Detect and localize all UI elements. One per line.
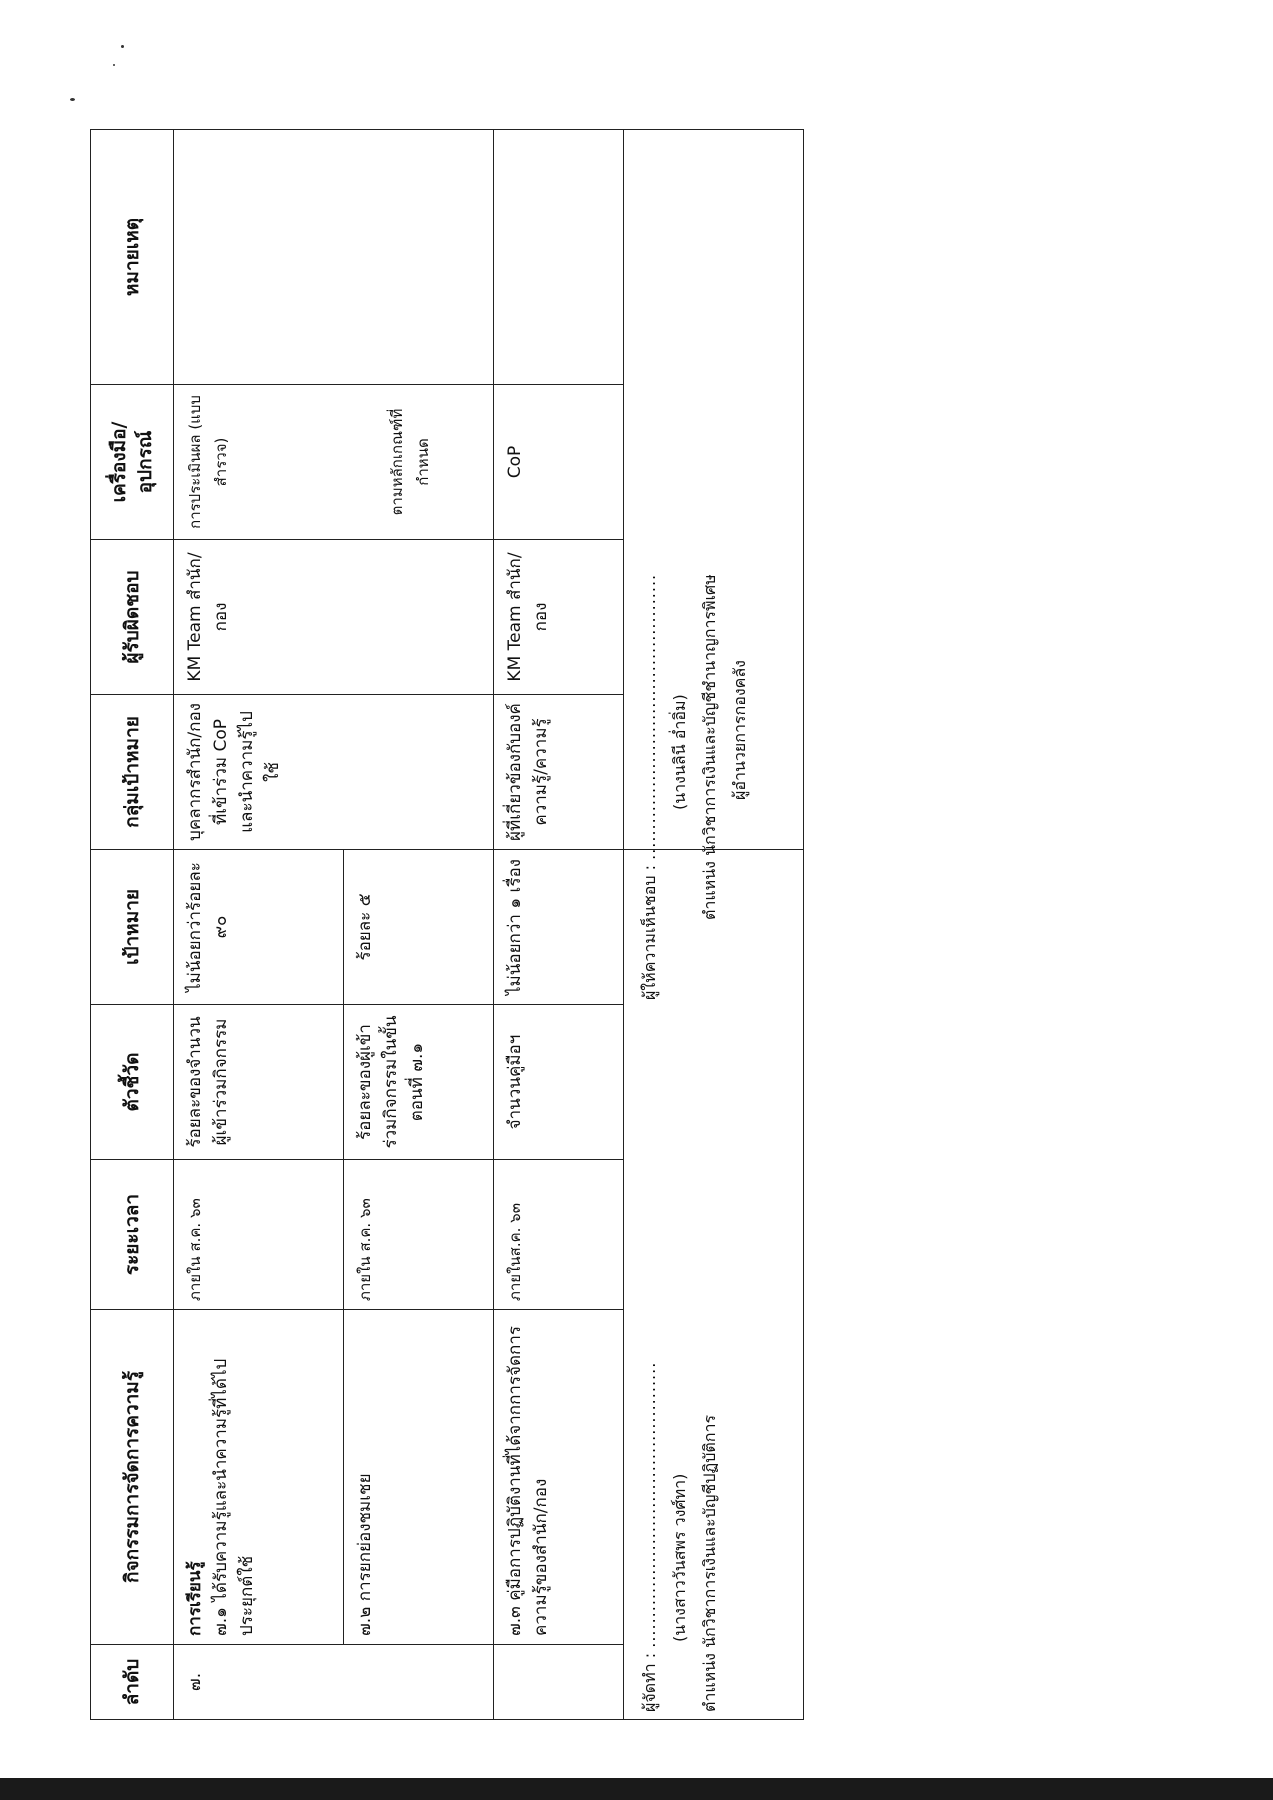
table-row (494, 130, 624, 1720)
scan-speck (121, 45, 124, 48)
signature-right-dots: ............................................... (640, 573, 659, 860)
row-indicator: ร้อยละของจำนวนผู้เข้าร่วมกิจกรรม (174, 1005, 344, 1160)
row-heading: การเรียนรู้ (185, 1561, 205, 1636)
col-target: เป้าหมาย (91, 850, 174, 1005)
col-responsible: ผู้รับผิดชอบ (91, 540, 174, 695)
row-responsible: KM Team สำนัก/กอง (174, 540, 494, 695)
scan-speck (70, 98, 75, 101)
row-remarks (494, 130, 624, 385)
row-target-group: ผู้ที่เกี่ยวข้องกับองค์ความรู้/ความรู้ (494, 695, 624, 850)
row-activity-text: ๗.๓ คู่มือการปฏิบัติงานที่ได้จากการจัดการความรู้ของสำนัก/กอง (494, 1310, 624, 1645)
row-activity (174, 1310, 344, 1645)
row-period: ภายใน ส.ค. ๖๓ (174, 1160, 344, 1310)
signature-left (635, 1362, 725, 1712)
signature-right-name: (นางนลินี อ่ำอิ่ม) (670, 694, 689, 810)
row-remarks (174, 130, 494, 385)
signature-right-label: ผู้ให้ความเห็นชอบ : (640, 864, 659, 1000)
scan-bottom-edge (0, 1778, 1273, 1800)
col-activity: กิจกรรมการจัดการความรู้ (91, 1310, 174, 1645)
rotated-page (90, 130, 840, 1720)
scan-speck (113, 64, 115, 66)
row-tools-text-2: ตามหลักเกณฑ์ที่กำหนด (388, 408, 432, 516)
col-period: ระยะเวลา (91, 1160, 174, 1310)
row-target: ไม่น้อยกว่า ๑ เรื่อง (494, 850, 624, 1005)
row-activity-text: ๗.๒ การยกย่องชมเชย (344, 1310, 494, 1645)
col-indicator: ตัวชี้วัด (91, 1005, 174, 1160)
signature-right-position-2: ผู้อำนวยการกองคลัง (730, 660, 749, 800)
row-tools-text: การประเมินผล (แบบสำรวจ) (186, 395, 230, 529)
row-no (494, 1645, 624, 1720)
row-target: ไม่น้อยกว่าร้อยละ ๙๐ (174, 850, 344, 1005)
signature-right (635, 574, 755, 1000)
signature-left-dots: ............................................... (640, 1361, 659, 1648)
row-indicator: ร้อยละของผู้เข้าร่วมกิจกรรมในขั้นตอนที่ ๗.๑ (344, 1005, 494, 1160)
row-no: ๗. (174, 1645, 344, 1720)
table-row (174, 130, 344, 1720)
signature-left-position: ตำแหน่ง นักวิชาการเงินและบัญชีปฏิบัติการ (700, 1414, 719, 1712)
row-responsible: KM Team สำนัก/กอง (494, 540, 624, 695)
col-no: ลำดับ (91, 1645, 174, 1720)
row-target: ร้อยละ ๕ (344, 850, 494, 1005)
signature-left-label: ผู้จัดทำ : (640, 1652, 659, 1712)
row-tools (174, 385, 494, 540)
signature-left-name: (นางสาววันสพร วงศ์ทา) (670, 1473, 689, 1642)
signature-right-position: ตำแหน่ง นักวิชาการเงินและบัญชีชำนาญการพิเศษ (700, 574, 719, 920)
col-tools: เครื่องมือ/อุปกรณ์ (91, 385, 174, 540)
row-indicator: จำนวนคู่มือฯ (494, 1005, 624, 1160)
row-period: ภายใน ส.ค. ๖๓ (344, 1160, 494, 1310)
row-activity-text: ๗.๑ ได้รับความรู้และนำความรู้ที่ได้ไปประยุกต์ใช้ (211, 1358, 257, 1636)
row-period: ภายในส.ค. ๖๓ (494, 1160, 624, 1310)
row-no (344, 1645, 494, 1720)
col-target-group: กลุ่มเป้าหมาย (91, 695, 174, 850)
row-target-group: บุคลากรสำนัก/กอง ที่เข้าร่วม CoP และนำความรู้ไปใช้ (174, 695, 494, 850)
col-remarks: หมายเหตุ (91, 130, 174, 385)
row-tools: CoP (494, 385, 624, 540)
header-row (91, 130, 174, 1720)
